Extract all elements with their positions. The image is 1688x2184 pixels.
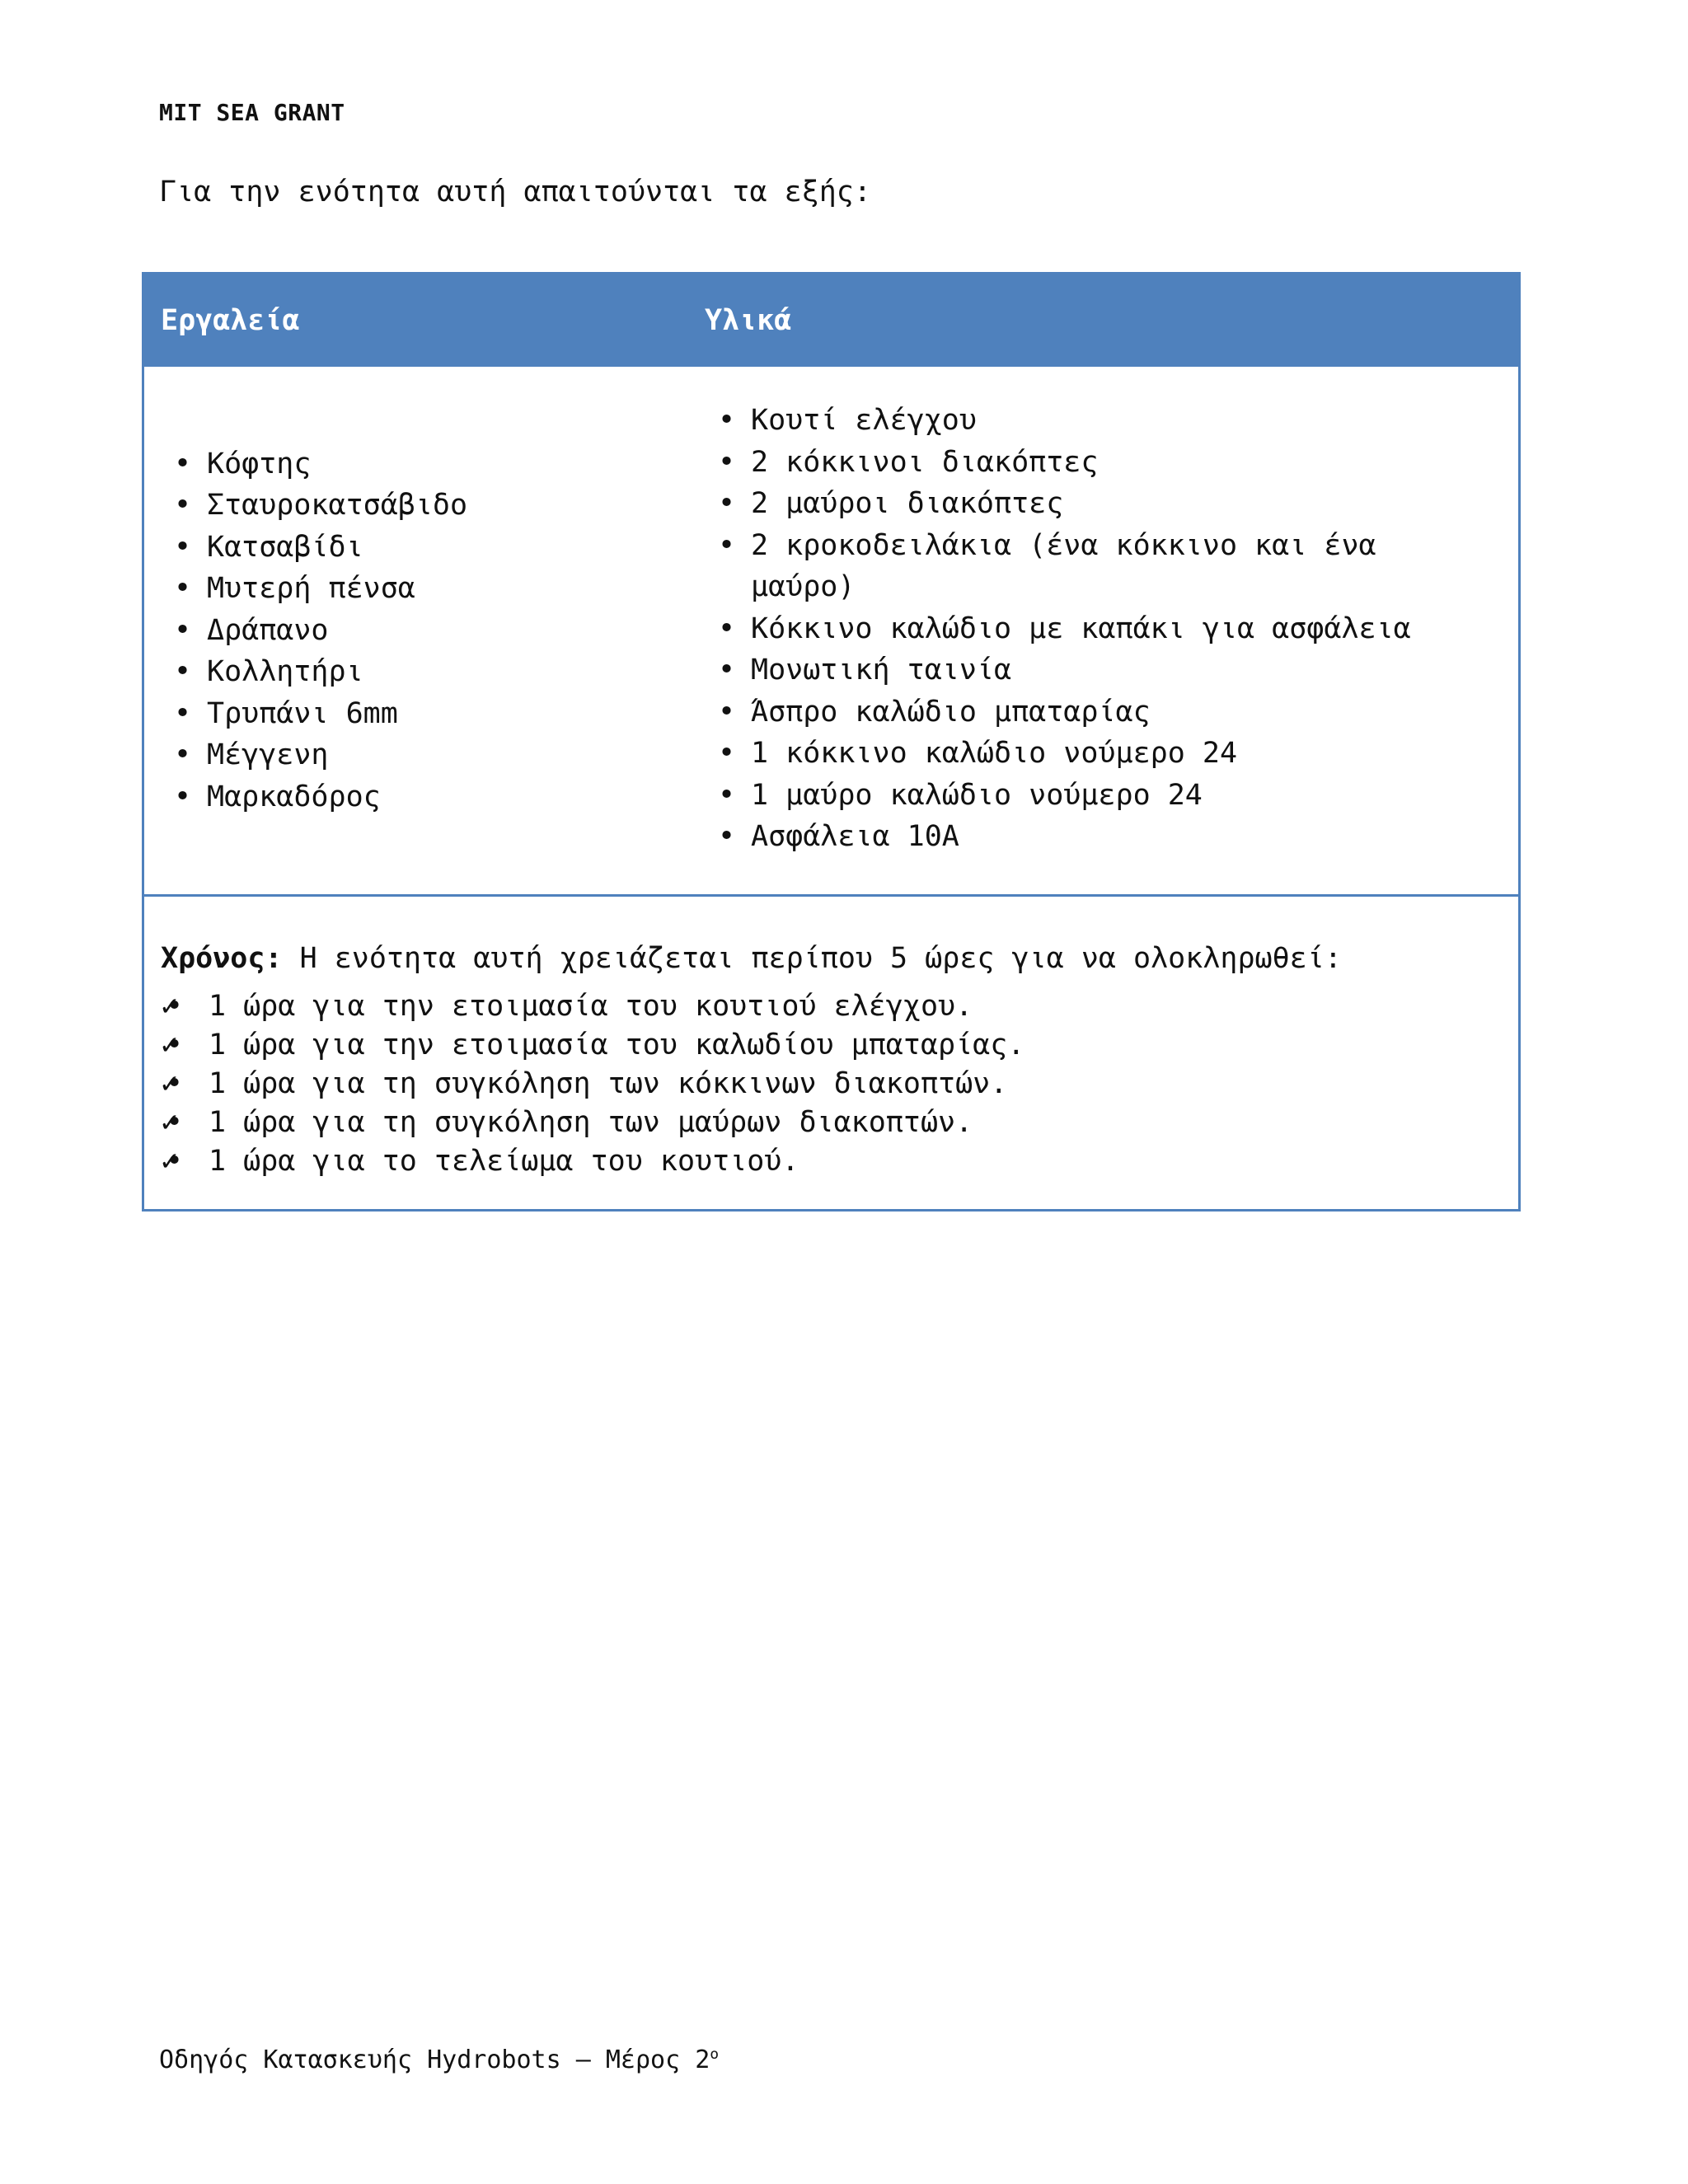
time-summary	[161, 938, 1502, 979]
tools-cell	[144, 367, 705, 894]
document-header: MIT SEA GRANT	[159, 99, 345, 126]
check-icon: • ✓	[161, 1145, 179, 1178]
list-item: • Κολλητήρι	[169, 651, 467, 693]
checklist-text: 1 ώρα για το τελείωμα του κουτιού.	[209, 1145, 799, 1178]
list-item: • Μονωτική ταινία	[713, 649, 1518, 691]
checklist-text: 1 ώρα για την ετοιμασία του καλωδίου μπαταρίας.	[209, 1029, 1025, 1062]
checklist-text: 1 ώρα για τη συγκόληση των μαύρων διακοπτών.	[209, 1106, 973, 1139]
tools-list	[169, 443, 467, 818]
list-item: • Κόκκινο καλώδιο με καπάκι για ασφάλεια	[713, 608, 1518, 650]
list-item: • Μαρκαδόρος	[169, 776, 467, 818]
list-item: • Κόφτης	[169, 443, 467, 485]
check-icon: • ✓	[161, 990, 179, 1023]
time-label: Χρόνος:	[161, 942, 283, 975]
list-item: • 2 μαύροι διακόπτες	[713, 483, 1518, 525]
time-checklist	[161, 987, 1502, 1181]
list-item: • Σταυροκατσάβιδο	[169, 485, 467, 527]
checklist-text: 1 ώρα για την ετοιμασία του κουτιού ελέγχου.	[209, 990, 973, 1023]
list-item	[161, 1065, 1502, 1104]
table-header-row	[144, 274, 1518, 367]
list-item: • Μυτερή πένσα	[169, 568, 467, 610]
list-item: • 1 κόκκινο καλώδιο νούμερο 24	[713, 733, 1518, 775]
check-icon: • ✓	[161, 1106, 179, 1139]
list-item: • 1 μαύρο καλώδιο νούμερο 24	[713, 775, 1518, 817]
footer-superscript: ο	[710, 2046, 720, 2063]
list-item: • 2 κροκοδειλάκια (ένα κόκκινο και ένα μαύρο)	[713, 525, 1518, 608]
tools-column-header: Εργαλεία	[161, 304, 300, 337]
list-item: • Κατσαβίδι	[169, 527, 467, 569]
page-footer	[159, 2046, 719, 2074]
materials-list	[713, 400, 1518, 858]
list-item	[161, 1104, 1502, 1142]
list-item: • Άσπρο καλώδιο μπαταρίας	[713, 691, 1518, 733]
list-item: • Τρυπάνι 6mm	[169, 693, 467, 735]
list-item: • Μέγγενη	[169, 734, 467, 776]
list-item	[161, 1142, 1502, 1181]
time-text: Η ενότητα αυτή χρειάζεται περίπου 5 ώρες για να ολοκληρωθεί:	[282, 942, 1342, 975]
list-item: • 2 κόκκινοι διακόπτες	[713, 442, 1518, 484]
table-body-row	[144, 367, 1518, 897]
check-icon: • ✓	[161, 1029, 179, 1062]
list-item	[161, 987, 1502, 1026]
list-item: • Ασφάλεια 10Α	[713, 816, 1518, 858]
materials-column-header: Υλικά	[705, 304, 792, 337]
intro-text: Για την ενότητα αυτή απαιτούνται τα εξής:	[159, 176, 871, 209]
list-item	[161, 1026, 1502, 1065]
list-item: • Κουτί ελέγχου	[713, 400, 1518, 442]
time-section	[144, 897, 1518, 1209]
list-item: • Δράπανο	[169, 610, 467, 652]
check-icon: • ✓	[161, 1067, 179, 1100]
footer-text: Οδηγός Κατασκευής Hydrobots – Μέρος 2	[159, 2046, 710, 2074]
materials-cell	[705, 367, 1518, 894]
requirements-table	[142, 272, 1521, 1212]
checklist-text: 1 ώρα για τη συγκόληση των κόκκινων διακοπτών.	[209, 1067, 1008, 1100]
